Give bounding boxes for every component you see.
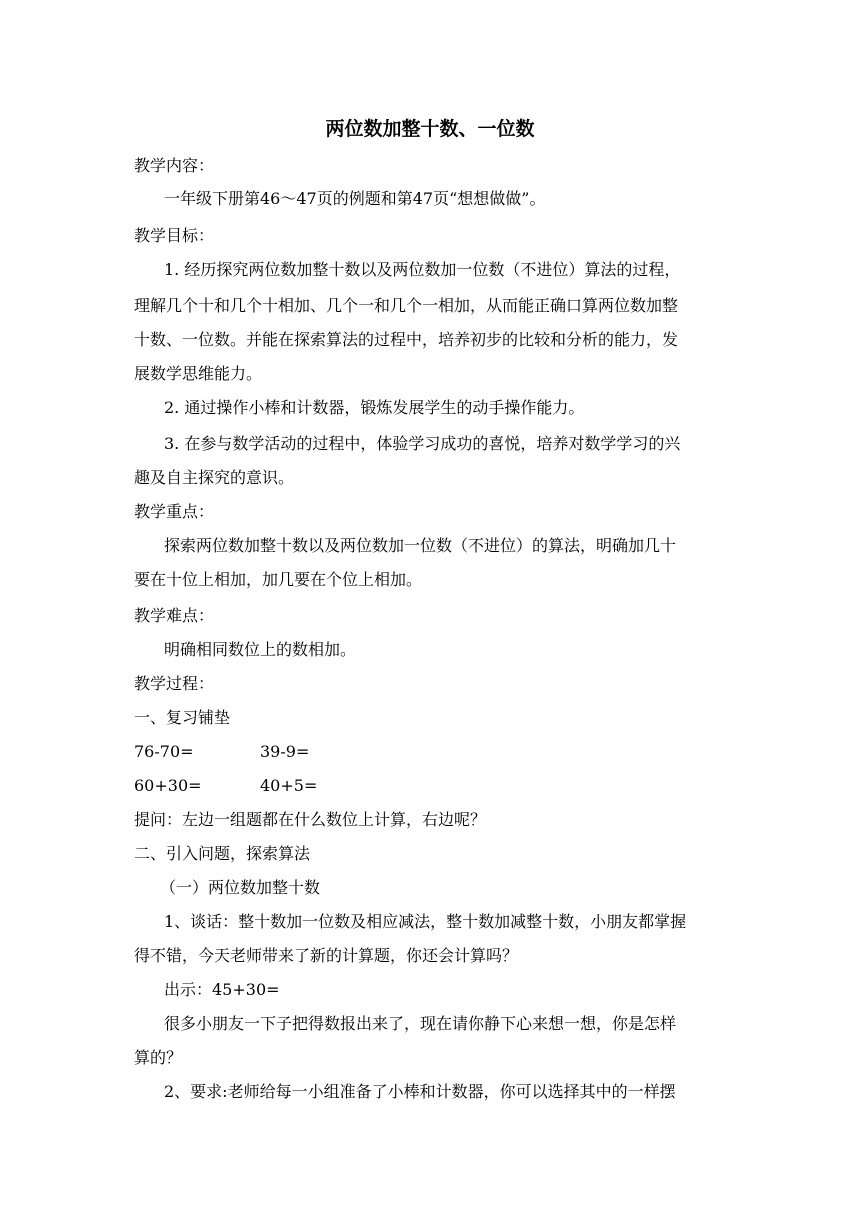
section-heading-key-points: 教学重点： xyxy=(134,502,215,521)
paragraph-line: 算的？ xyxy=(134,1048,183,1067)
step-heading-review: 一、复习铺垫 xyxy=(134,708,231,727)
paragraph-line: 2. 通过操作小棒和计数器，锻炼发展学生的动手操作能力。 xyxy=(164,398,585,417)
paragraph-line: 趣及自主探究的意识。 xyxy=(134,468,295,487)
paragraph-line: 出示：45+30= xyxy=(164,980,280,999)
paragraph-line: 一年级下册第46～47页的例题和第47页“想想做做”。 xyxy=(164,189,546,208)
document-title: 两位数加整十数、一位数 xyxy=(325,118,535,140)
paragraph-line: 展数学思维能力。 xyxy=(134,364,263,383)
paragraph-line: 很多小朋友一下子把得数报出来了，现在请你静下心来想一想，你是怎样 xyxy=(164,1014,677,1033)
section-heading-content: 教学内容： xyxy=(134,156,215,175)
paragraph-line: 明确相同数位上的数相加。 xyxy=(164,640,357,659)
paragraph-line: 1. 经历探究两位数加整十数以及两位数加一位数（不进位）算法的过程， xyxy=(164,260,681,279)
section-heading-difficulties: 教学难点： xyxy=(134,606,215,625)
paragraph-line: 十数、一位数。并能在探索算法的过程中，培养初步的比较和分析的能力，发 xyxy=(134,330,679,349)
paragraph-line: 要在十位上相加，加几要在个位上相加。 xyxy=(134,570,423,589)
paragraph-line: 得不错，今天老师带来了新的计算题，你还会计算吗？ xyxy=(134,946,519,965)
review-equation: 60+30= xyxy=(134,776,202,795)
sub-heading: （一）两位数加整十数 xyxy=(160,878,321,897)
section-heading-process: 教学过程： xyxy=(134,674,215,693)
review-equation: 76-70= xyxy=(134,742,194,761)
paragraph-line: 探索两位数加整十数以及两位数加一位数（不进位）的算法，明确加几十 xyxy=(164,536,677,555)
paragraph-line: 1、谈话：整十数加一位数及相应减法，整十数加减整十数，小朋友都掌握 xyxy=(164,912,687,931)
step-heading-explore: 二、引入问题，探索算法 xyxy=(134,844,311,863)
paragraph-line: 2、要求:老师给每一小组准备了小棒和计数器，你可以选择其中的一样摆 xyxy=(164,1082,676,1101)
review-equation: 39-9= xyxy=(260,742,310,761)
paragraph-line: 3. 在参与数学活动的过程中，体验学习成功的喜悦，培养对数学学习的兴 xyxy=(164,434,681,453)
section-heading-goals: 教学目标： xyxy=(134,226,215,245)
paragraph-line: 提问：左边一组题都在什么数位上计算，右边呢？ xyxy=(134,810,487,829)
review-equation: 40+5= xyxy=(260,776,318,795)
paragraph-line: 理解几个十和几个十相加、几个一和几个一相加，从而能正确口算两位数加整 xyxy=(134,296,679,315)
